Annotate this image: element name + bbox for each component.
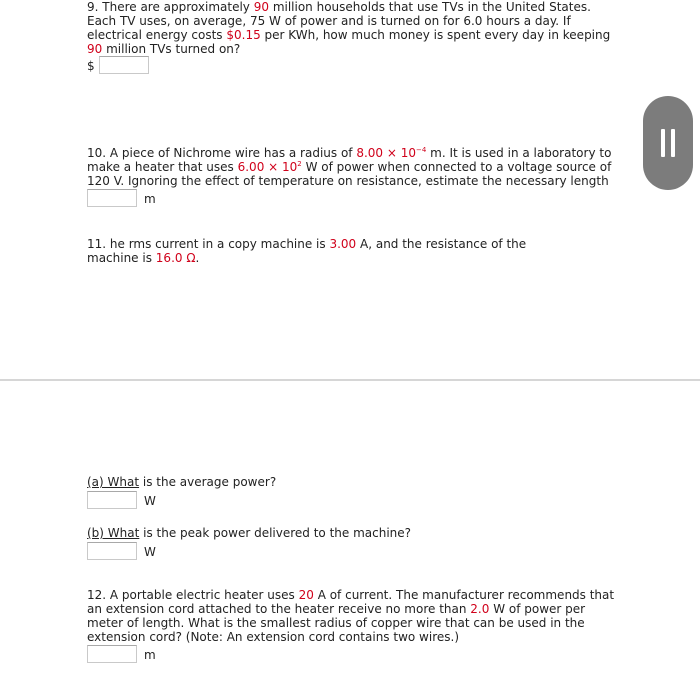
question-12-unit: m [144,648,156,662]
question-11b-answer-input[interactable] [87,542,137,560]
question-12-answer [87,645,156,663]
question-10-answer [87,189,156,207]
section-divider [0,379,700,381]
question-10-text: 10. A piece of Nichrome wire has a radius of $8.00 \times 10^{-4}$ m. It is used in a laboratory to make a heater that uses $6.00 \times 10^2$ W of power when connected to a voltage source of 120 V. Ignoring the effect of temperature on resistance, estimate the necessary length [87,146,612,188]
question-11a-answer [87,491,156,509]
question-9-answer-input[interactable] [99,56,149,74]
question-11b-label: (b) What is the peak power delivered to the machine? [87,526,412,540]
question-11a-answer-input[interactable] [87,491,137,509]
question-12-answer-input[interactable] [87,645,137,663]
question-12-text: 12. A portable electric heater uses 20 A of current. The manufacturer recommends that an extension cord attached to the heater receive no more than 2.0 W of power per meter of length. What is the smallest radius of copper wire that can be used in the extension cord? (Note: An extension cord contains two wires.) [87,588,615,644]
question-11a-unit: W [144,494,156,508]
question-10-unit: m [144,192,156,206]
question-9-text: 9. There are approximately 90 million households that use TVs in the United States. Each TV uses, on average, 75 W of power and is turned on for 6.0 hours a day. If electrical energy costs $0.15 per KWh, how much money is spent every day in keeping 90 million TVs turned on? [87,0,611,56]
dollar-prefix: $ [87,59,95,73]
question-11b-answer [87,542,156,560]
question-11-text: 11. he rms current in a copy machine is 3.00 A, and the resistance of the machine is 16.0 Ω. [87,237,527,265]
scroll-handle[interactable] [643,96,693,190]
question-9-answer [87,56,149,74]
question-10-answer-input[interactable] [87,189,137,207]
question-11b-unit: W [144,545,156,559]
pause-icon [661,129,665,157]
question-11a-label: (a) What is the average power? [87,475,277,489]
